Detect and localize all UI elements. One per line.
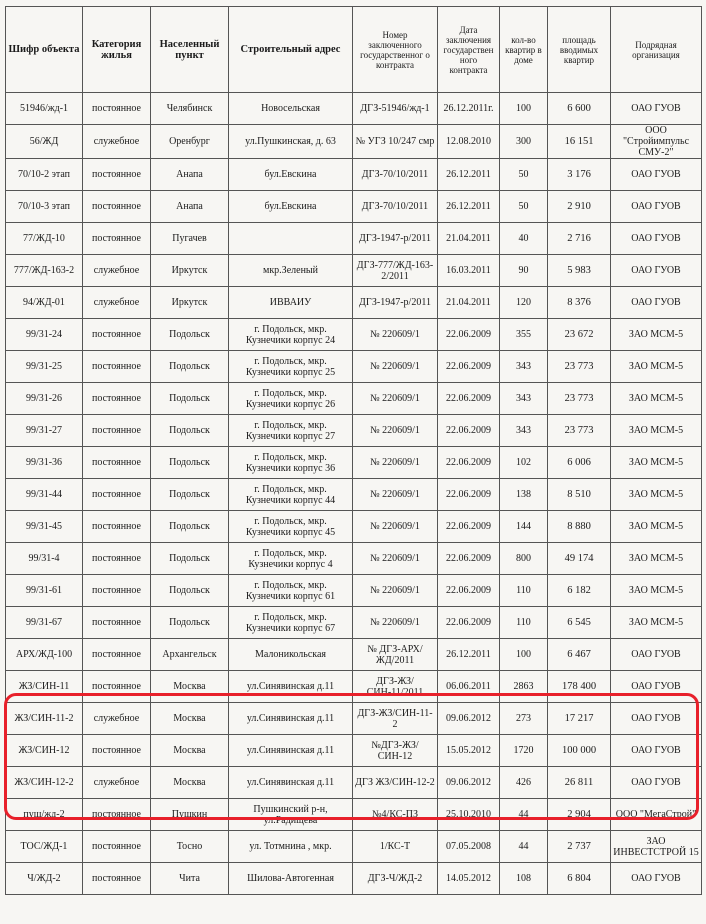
cell-area: 8 510 xyxy=(548,479,611,511)
cell-city: Анапа xyxy=(151,191,229,223)
cell-code: ЖЗ/СИН-12-2 xyxy=(6,767,83,799)
cell-count: 343 xyxy=(500,383,548,415)
cell-date: 22.06.2009 xyxy=(438,319,500,351)
cell-org: ООО "Стройимпульс СМУ-2" xyxy=(611,125,702,159)
table-body xyxy=(6,93,702,895)
cell-city: Москва xyxy=(151,671,229,703)
cell-count: 120 xyxy=(500,287,548,319)
cell-org: ОАО ГУОВ xyxy=(611,159,702,191)
cell-date: 09.06.2012 xyxy=(438,703,500,735)
cell-count: 102 xyxy=(500,447,548,479)
cell-category: служебное xyxy=(83,703,151,735)
cell-contract: № 220609/1 xyxy=(353,511,438,543)
cell-address: бул.Евскина xyxy=(229,191,353,223)
cell-area: 6 006 xyxy=(548,447,611,479)
cell-contract: № 220609/1 xyxy=(353,383,438,415)
table-row xyxy=(6,191,702,223)
cell-code: 99/31-4 xyxy=(6,543,83,575)
cell-code: 99/31-44 xyxy=(6,479,83,511)
table-row xyxy=(6,863,702,895)
cell-city: Подольск xyxy=(151,607,229,639)
cell-city: Оренбург xyxy=(151,125,229,159)
cell-code: ЖЗ/СИН-12 xyxy=(6,735,83,767)
table-row xyxy=(6,511,702,543)
cell-area: 23 672 xyxy=(548,319,611,351)
cell-org: ОАО ГУОВ xyxy=(611,191,702,223)
cell-code: ЖЗ/СИН-11-2 xyxy=(6,703,83,735)
cell-date: 14.05.2012 xyxy=(438,863,500,895)
cell-area: 6 804 xyxy=(548,863,611,895)
cell-count: 50 xyxy=(500,159,548,191)
cell-address: Малоникольская xyxy=(229,639,353,671)
cell-city: Иркутск xyxy=(151,255,229,287)
cell-area: 17 217 xyxy=(548,703,611,735)
table-row xyxy=(6,447,702,479)
header-count: кол-во квартир в доме xyxy=(500,7,548,93)
cell-org: ОАО ГУОВ xyxy=(611,703,702,735)
cell-area: 23 773 xyxy=(548,415,611,447)
cell-code: 70/10-2 этап xyxy=(6,159,83,191)
cell-count: 108 xyxy=(500,863,548,895)
cell-city: Москва xyxy=(151,735,229,767)
cell-category: постоянное xyxy=(83,159,151,191)
cell-contract: № 220609/1 xyxy=(353,319,438,351)
cell-count: 50 xyxy=(500,191,548,223)
cell-org: ОАО ГУОВ xyxy=(611,735,702,767)
cell-city: Тосно xyxy=(151,831,229,863)
cell-contract: № 220609/1 xyxy=(353,543,438,575)
cell-count: 355 xyxy=(500,319,548,351)
cell-count: 1720 xyxy=(500,735,548,767)
cell-address: г. Подольск, мкр. Кузнечики корпус 4 xyxy=(229,543,353,575)
cell-count: 110 xyxy=(500,575,548,607)
table-row xyxy=(6,799,702,831)
header-city: Населенный пункт xyxy=(151,7,229,93)
cell-area: 2 904 xyxy=(548,799,611,831)
cell-city: Подольск xyxy=(151,351,229,383)
table-row xyxy=(6,159,702,191)
cell-contract: ДГЗ ЖЗ/СИН-12-2 xyxy=(353,767,438,799)
cell-city: Подольск xyxy=(151,543,229,575)
cell-city: Подольск xyxy=(151,319,229,351)
table-row xyxy=(6,607,702,639)
cell-area: 2 737 xyxy=(548,831,611,863)
cell-date: 15.05.2012 xyxy=(438,735,500,767)
cell-count: 100 xyxy=(500,93,548,125)
cell-contract: ДГЗ-70/10/2011 xyxy=(353,191,438,223)
cell-count: 40 xyxy=(500,223,548,255)
cell-address: г. Подольск, мкр. Кузнечики корпус 45 xyxy=(229,511,353,543)
cell-count: 343 xyxy=(500,351,548,383)
cell-city: Москва xyxy=(151,703,229,735)
cell-org: ЗАО МСМ-5 xyxy=(611,543,702,575)
cell-count: 110 xyxy=(500,607,548,639)
cell-city: Подольск xyxy=(151,415,229,447)
table-row xyxy=(6,831,702,863)
cell-org: ОАО ГУОВ xyxy=(611,223,702,255)
cell-count: 90 xyxy=(500,255,548,287)
cell-category: постоянное xyxy=(83,607,151,639)
cell-date: 26.12.2011 xyxy=(438,639,500,671)
cell-contract: № 220609/1 xyxy=(353,351,438,383)
cell-date: 22.06.2009 xyxy=(438,415,500,447)
cell-category: постоянное xyxy=(83,511,151,543)
cell-code: 99/31-67 xyxy=(6,607,83,639)
cell-city: Челябинск xyxy=(151,93,229,125)
cell-org: ОАО ГУОВ xyxy=(611,93,702,125)
cell-date: 06.06.2011 xyxy=(438,671,500,703)
header-row xyxy=(6,7,702,93)
cell-count: 800 xyxy=(500,543,548,575)
cell-code: 777/ЖД-163-2 xyxy=(6,255,83,287)
cell-contract: ДГЗ-1947-р/2011 xyxy=(353,223,438,255)
table-row xyxy=(6,319,702,351)
cell-area: 23 773 xyxy=(548,383,611,415)
header-address: Строительный адрес xyxy=(229,7,353,93)
cell-org: ЗАО ИНВЕСТСТРОЙ 15 xyxy=(611,831,702,863)
cell-code: 99/31-36 xyxy=(6,447,83,479)
cell-address: ИВВАИУ xyxy=(229,287,353,319)
cell-area: 100 000 xyxy=(548,735,611,767)
cell-count: 273 xyxy=(500,703,548,735)
cell-city: Подольск xyxy=(151,575,229,607)
cell-address: мкр.Зеленый xyxy=(229,255,353,287)
cell-org: ЗАО МСМ-5 xyxy=(611,383,702,415)
cell-category: постоянное xyxy=(83,543,151,575)
cell-category: служебное xyxy=(83,255,151,287)
cell-contract: ДГЗ-1947-р/2011 xyxy=(353,287,438,319)
cell-address: г. Подольск, мкр. Кузнечики корпус 36 xyxy=(229,447,353,479)
cell-date: 22.06.2009 xyxy=(438,543,500,575)
cell-code: ЖЗ/СИН-11 xyxy=(6,671,83,703)
cell-area: 6 182 xyxy=(548,575,611,607)
cell-contract: № УГЗ 10/247 смр xyxy=(353,125,438,159)
cell-area: 16 151 xyxy=(548,125,611,159)
table-row xyxy=(6,543,702,575)
cell-category: постоянное xyxy=(83,351,151,383)
cell-count: 300 xyxy=(500,125,548,159)
cell-org: ОАО ГУОВ xyxy=(611,287,702,319)
cell-count: 138 xyxy=(500,479,548,511)
cell-org: ООО "МегаСтрой" xyxy=(611,799,702,831)
table-row xyxy=(6,735,702,767)
cell-category: постоянное xyxy=(83,191,151,223)
cell-date: 22.06.2009 xyxy=(438,479,500,511)
table-row xyxy=(6,93,702,125)
cell-date: 16.03.2011 xyxy=(438,255,500,287)
cell-contract: ДГЗ-Ч/ЖД-2 xyxy=(353,863,438,895)
table-row xyxy=(6,351,702,383)
cell-code: 70/10-3 этап xyxy=(6,191,83,223)
cell-area: 6 600 xyxy=(548,93,611,125)
header-category: Категория жилья xyxy=(83,7,151,93)
cell-date: 22.06.2009 xyxy=(438,447,500,479)
header-contract: Номер заключенного государственног о контракта xyxy=(353,7,438,93)
cell-org: ЗАО МСМ-5 xyxy=(611,319,702,351)
table-row xyxy=(6,767,702,799)
cell-address: г. Подольск, мкр. Кузнечики корпус 27 xyxy=(229,415,353,447)
cell-contract: №4/КС-ПЗ xyxy=(353,799,438,831)
cell-category: служебное xyxy=(83,125,151,159)
cell-contract: ДГЗ-777/ЖД-163-2/2011 xyxy=(353,255,438,287)
cell-area: 26 811 xyxy=(548,767,611,799)
header-code: Шифр объекта xyxy=(6,7,83,93)
cell-contract: № 220609/1 xyxy=(353,607,438,639)
cell-org: ЗАО МСМ-5 xyxy=(611,511,702,543)
cell-category: служебное xyxy=(83,287,151,319)
table-row xyxy=(6,255,702,287)
cell-contract: № ДГЗ-АРХ/ЖД/2011 xyxy=(353,639,438,671)
cell-date: 22.06.2009 xyxy=(438,351,500,383)
cell-date: 22.06.2009 xyxy=(438,511,500,543)
cell-category: постоянное xyxy=(83,799,151,831)
cell-date: 21.04.2011 xyxy=(438,223,500,255)
cell-org: ЗАО МСМ-5 xyxy=(611,607,702,639)
cell-category: служебное xyxy=(83,767,151,799)
table-row xyxy=(6,223,702,255)
cell-org: ЗАО МСМ-5 xyxy=(611,575,702,607)
cell-area: 8 376 xyxy=(548,287,611,319)
cell-address: ул.Пушкинская, д. 63 xyxy=(229,125,353,159)
cell-count: 100 xyxy=(500,639,548,671)
cell-org: ОАО ГУОВ xyxy=(611,671,702,703)
cell-code: 51946/жд-1 xyxy=(6,93,83,125)
cell-category: постоянное xyxy=(83,93,151,125)
cell-date: 09.06.2012 xyxy=(438,767,500,799)
cell-area: 5 983 xyxy=(548,255,611,287)
cell-org: ЗАО МСМ-5 xyxy=(611,415,702,447)
cell-address: ул.Синявинская д.11 xyxy=(229,703,353,735)
table-row xyxy=(6,575,702,607)
cell-count: 44 xyxy=(500,831,548,863)
housing-objects-table xyxy=(5,6,702,895)
cell-category: постоянное xyxy=(83,447,151,479)
cell-count: 144 xyxy=(500,511,548,543)
cell-org: ОАО ГУОВ xyxy=(611,255,702,287)
header-area: площадь вводимых квартир xyxy=(548,7,611,93)
cell-code: 99/31-26 xyxy=(6,383,83,415)
cell-address: г. Подольск, мкр. Кузнечики корпус 25 xyxy=(229,351,353,383)
cell-contract: № 220609/1 xyxy=(353,415,438,447)
cell-address: г. Подольск, мкр. Кузнечики корпус 67 xyxy=(229,607,353,639)
table-row xyxy=(6,671,702,703)
cell-date: 26.12.2011 xyxy=(438,191,500,223)
cell-city: Подольск xyxy=(151,511,229,543)
cell-code: Ч/ЖД-2 xyxy=(6,863,83,895)
cell-contract: № 220609/1 xyxy=(353,447,438,479)
cell-address: Новосельская xyxy=(229,93,353,125)
cell-area: 2 716 xyxy=(548,223,611,255)
cell-area: 8 880 xyxy=(548,511,611,543)
cell-count: 44 xyxy=(500,799,548,831)
cell-address: ул.Синявинская д.11 xyxy=(229,735,353,767)
cell-category: постоянное xyxy=(83,863,151,895)
cell-code: 94/ЖД-01 xyxy=(6,287,83,319)
cell-address: г. Подольск, мкр. Кузнечики корпус 61 xyxy=(229,575,353,607)
cell-code: 77/ЖД-10 xyxy=(6,223,83,255)
cell-contract: ДГЗ-70/10/2011 xyxy=(353,159,438,191)
cell-address xyxy=(229,223,353,255)
cell-date: 22.06.2009 xyxy=(438,607,500,639)
cell-category: постоянное xyxy=(83,671,151,703)
cell-city: Иркутск xyxy=(151,287,229,319)
cell-count: 426 xyxy=(500,767,548,799)
cell-address: г. Подольск, мкр. Кузнечики корпус 26 xyxy=(229,383,353,415)
cell-city: Пушкин xyxy=(151,799,229,831)
cell-contract: №ДГЗ-ЖЗ/СИН-12 xyxy=(353,735,438,767)
cell-address: бул.Евскина xyxy=(229,159,353,191)
cell-date: 07.05.2008 xyxy=(438,831,500,863)
cell-code: пуш/жд-2 xyxy=(6,799,83,831)
cell-org: ОАО ГУОВ xyxy=(611,639,702,671)
cell-city: Москва xyxy=(151,767,229,799)
cell-org: ЗАО МСМ-5 xyxy=(611,351,702,383)
cell-category: постоянное xyxy=(83,383,151,415)
cell-address: г. Подольск, мкр. Кузнечики корпус 24 xyxy=(229,319,353,351)
table-row xyxy=(6,703,702,735)
cell-org: ОАО ГУОВ xyxy=(611,767,702,799)
cell-contract: ДГЗ-ЖЗ/СИН-11-2 xyxy=(353,703,438,735)
cell-city: Анапа xyxy=(151,159,229,191)
cell-address: ул.Синявинская д.11 xyxy=(229,767,353,799)
cell-area: 6 545 xyxy=(548,607,611,639)
cell-date: 21.04.2011 xyxy=(438,287,500,319)
cell-code: 99/31-61 xyxy=(6,575,83,607)
cell-area: 23 773 xyxy=(548,351,611,383)
cell-code: 99/31-27 xyxy=(6,415,83,447)
cell-date: 26.12.2011 xyxy=(438,159,500,191)
cell-contract: ДГЗ-51946/жд-1 xyxy=(353,93,438,125)
cell-city: Пугачев xyxy=(151,223,229,255)
table-header xyxy=(6,7,702,93)
table-row xyxy=(6,383,702,415)
table-row xyxy=(6,639,702,671)
table-row xyxy=(6,479,702,511)
cell-city: Подольск xyxy=(151,447,229,479)
cell-date: 22.06.2009 xyxy=(438,575,500,607)
cell-contract: № 220609/1 xyxy=(353,479,438,511)
cell-area: 3 176 xyxy=(548,159,611,191)
cell-address: г. Подольск, мкр. Кузнечики корпус 44 xyxy=(229,479,353,511)
table-row xyxy=(6,125,702,159)
cell-category: постоянное xyxy=(83,319,151,351)
cell-category: постоянное xyxy=(83,223,151,255)
cell-category: постоянное xyxy=(83,575,151,607)
cell-area: 6 467 xyxy=(548,639,611,671)
cell-category: постоянное xyxy=(83,831,151,863)
cell-area: 49 174 xyxy=(548,543,611,575)
cell-address: Пушкинский р-н, ул.Радищева xyxy=(229,799,353,831)
cell-address: Шилова-Автогенная xyxy=(229,863,353,895)
cell-category: постоянное xyxy=(83,415,151,447)
cell-city: Подольск xyxy=(151,479,229,511)
cell-area: 2 910 xyxy=(548,191,611,223)
cell-contract: ДГЗ-ЖЗ/СИН-11/2011 xyxy=(353,671,438,703)
header-org: Подрядная организация xyxy=(611,7,702,93)
cell-date: 26.12.2011г. xyxy=(438,93,500,125)
table-row xyxy=(6,415,702,447)
cell-count: 343 xyxy=(500,415,548,447)
cell-address: ул.Синявинская д.11 xyxy=(229,671,353,703)
cell-count: 2863 xyxy=(500,671,548,703)
cell-code: АРХ/ЖД-100 xyxy=(6,639,83,671)
cell-category: постоянное xyxy=(83,639,151,671)
cell-city: Подольск xyxy=(151,383,229,415)
cell-org: ОАО ГУОВ xyxy=(611,863,702,895)
cell-city: Чита xyxy=(151,863,229,895)
cell-category: постоянное xyxy=(83,735,151,767)
cell-code: 99/31-24 xyxy=(6,319,83,351)
cell-address: ул. Тотмнина , мкр. xyxy=(229,831,353,863)
cell-category: постоянное xyxy=(83,479,151,511)
cell-code: 99/31-25 xyxy=(6,351,83,383)
cell-contract: 1/КС-Т xyxy=(353,831,438,863)
header-date: Дата заключения государствен ного контракта xyxy=(438,7,500,93)
cell-org: ЗАО МСМ-5 xyxy=(611,447,702,479)
cell-code: ТОС/ЖД-1 xyxy=(6,831,83,863)
cell-code: 56/ЖД xyxy=(6,125,83,159)
cell-city: Архангельск xyxy=(151,639,229,671)
cell-org: ЗАО МСМ-5 xyxy=(611,479,702,511)
cell-area: 178 400 xyxy=(548,671,611,703)
cell-date: 12.08.2010 xyxy=(438,125,500,159)
cell-date: 25.10.2010 xyxy=(438,799,500,831)
table-row xyxy=(6,287,702,319)
cell-date: 22.06.2009 xyxy=(438,383,500,415)
cell-code: 99/31-45 xyxy=(6,511,83,543)
cell-contract: № 220609/1 xyxy=(353,575,438,607)
